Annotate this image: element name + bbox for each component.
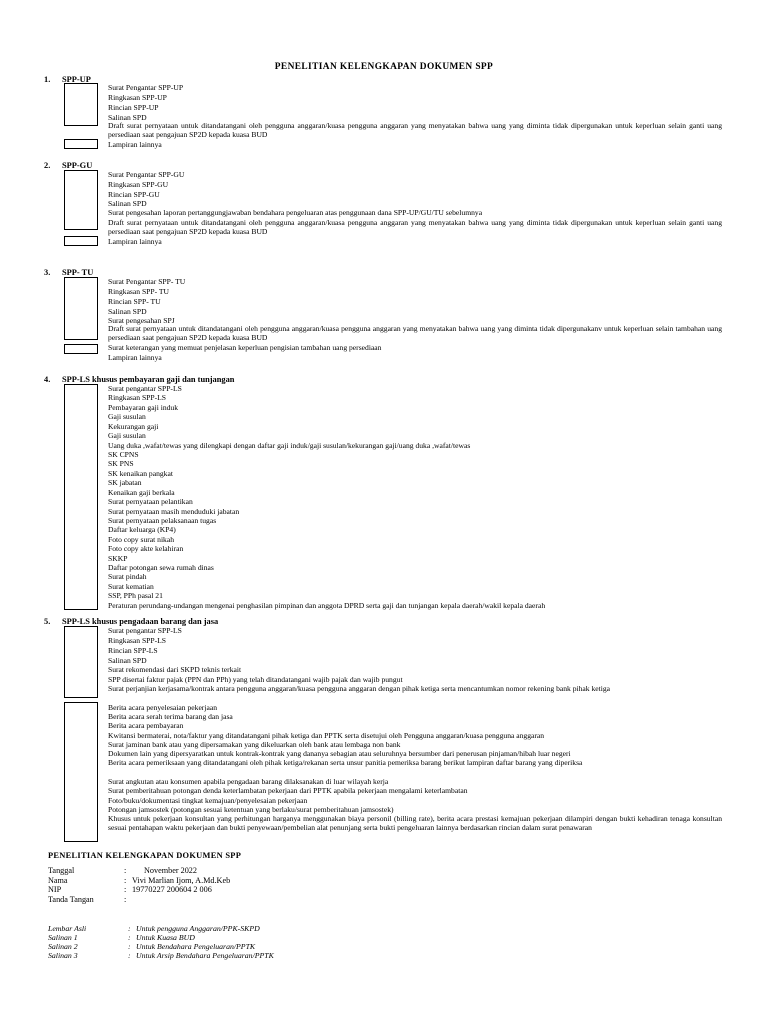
list-item: Rincian SPP-UP (108, 103, 159, 112)
list-item: Berita acara serah terima barang dan jasa (108, 712, 233, 721)
row-value: Untuk pengguna Anggaran/PPK-SKPD (136, 924, 260, 933)
list-item: Berita acara penyelesaian pekerjaan (108, 703, 217, 712)
section-title: SPP-LS khusus pengadaan barang dan jasa (62, 617, 219, 626)
row-label: NIP (48, 885, 62, 894)
list-item: Surat pernyataan pelaksanaan tugas (108, 515, 217, 525)
list-item: SK kenaikan pangkat (108, 468, 173, 478)
section-number: 3. (44, 268, 51, 277)
row-colon: : (128, 924, 131, 933)
footer-title: PENELITIAN KELENGKAPAN DOKUMEN SPP (48, 851, 242, 860)
row-colon: : (128, 951, 131, 960)
list-item: Surat jaminan bank atau yang dipersamakan yang dikeluarkan oleh bank atau lembaga non bank (108, 740, 401, 749)
section-number: 2. (44, 161, 51, 170)
list-item: Surat rekomendasi dari SKPD teknis terkait (108, 665, 242, 674)
list-item: Surat perjanjian kerjasama/kontrak antara pengguna anggaran/kuasa pengguna anggaran dengan pihak ketiga serta mencantumkan nomor rekening bank pihak ketiga (108, 684, 611, 693)
list-item: Surat Pengantar SPP-UP (108, 83, 184, 92)
list-item: Surat Pengantar SPP- TU (108, 277, 186, 286)
row-value: Untuk Kuasa BUD (136, 933, 195, 942)
row-label: Lembar Asli (48, 924, 87, 933)
row-label: Tanda Tangan (48, 895, 94, 904)
list-item: Rincian SPP- TU (108, 297, 161, 306)
list-item: Ringkasan SPP-LS (108, 393, 167, 403)
list-item: Surat angkutan atau konsumen apabila pengadaan barang dilaksanakan di luar wilayah kerja (108, 777, 389, 786)
list-item: Kwitansi bermaterai, nota/faktur yang ditandatangani pihak ketiga dan PPTK serta disetujui oleh Pengguna anggaran/kuasa pengguna anggaran (108, 731, 545, 740)
row-label: Tanggal (48, 866, 75, 875)
list-item: Ringkasan SPP-UP (108, 93, 167, 102)
list-item: Ringkasan SPP-GU (108, 180, 169, 189)
row-value: Vivi Marlian Ijom, A.Md.Keb (132, 876, 231, 885)
list-item: Foto/buku/dokumentasi tingkat kemajuan/penyelesaian pekerjaan (108, 796, 308, 805)
checkbox-single (64, 139, 98, 149)
row-label: Salinan 3 (48, 951, 78, 960)
list-item: Potongan jamsostek (potongan sesuai ketentuan yang berlaku/surat pemberitahuan jamsostek) (108, 805, 394, 814)
row-value: Untuk Bendahara Pengeluaran/PPTK (136, 942, 256, 951)
section-number: 5. (44, 617, 51, 626)
list-item: Daftar keluarga (KP4) (108, 525, 176, 535)
list-item: Surat pengesahan laporan pertanggungjawaban bendahara pengeluaran atas penggunaan dana SPP-UP/GU/TU sebelumnya (108, 208, 483, 217)
row-value: November 2022 (144, 866, 197, 875)
row-value: 19770227 200604 2 006 (132, 885, 212, 894)
list-item: Surat kematian (108, 581, 154, 591)
list-item: Ringkasan SPP-LS (108, 636, 167, 645)
list-item: Salinan SPD (108, 113, 147, 122)
list-item: Rincian SPP-GU (108, 190, 160, 199)
list-item: Salinan SPD (108, 307, 147, 316)
list-item: Salinan SPD (108, 199, 147, 208)
list-item: Surat pengesahan SPJ (108, 316, 175, 325)
checkbox-column (64, 83, 98, 126)
row-value: Untuk Arsip Bendahara Pengeluaran/PPTK (136, 951, 274, 960)
checkbox-column (64, 277, 98, 340)
checkbox-single (64, 236, 98, 246)
list-item: Lampiran lainnya (108, 237, 162, 246)
page-title: PENELITIAN KELENGKAPAN DOKUMEN SPP (274, 62, 494, 72)
row-colon: : (128, 933, 131, 942)
list-item: Surat pernyataan pelantikan (108, 497, 193, 506)
section-title: SPP-UP (62, 75, 91, 84)
checkbox-column (64, 702, 98, 842)
list-item: Kenaikan gaji berkala (108, 487, 175, 497)
list-item: Pembayaran gaji induk (108, 402, 179, 412)
row-label: Nama (48, 876, 68, 885)
section-number: 4. (44, 375, 51, 384)
section-number: 1. (44, 75, 51, 84)
section-heading-spp-gu (44, 161, 92, 170)
list-item: SK CPNS (108, 449, 139, 459)
list-item: Daftar potongan sewa rumah dinas (108, 563, 214, 572)
list-item: Surat keterangan yang memuat penjelasan keperluan pengisian tambahan uang persediaan (108, 343, 382, 352)
row-label: Salinan 2 (48, 942, 78, 951)
list-item: SK PNS (108, 459, 134, 469)
list-item: Ringkasan SPP- TU (108, 287, 170, 296)
row-colon: : (124, 885, 127, 894)
section-title: SPP-GU (62, 161, 93, 170)
section-title: SPP-LS khusus pembayaran gaji dan tunjangan (62, 375, 235, 384)
row-colon: : (124, 895, 127, 904)
list-item: Rincian SPP-LS (108, 646, 158, 655)
list-item: Draft surat pernyataan untuk ditandatangani oleh pengguna anggaran/kuasa pengguna anggaran yang menyatakan bahwa uang yang diminta tidak dipergunakanv untuk keperluan selain tambahan uang persediaan saat pengajuan SP2D kepada kuasa BUD (108, 324, 722, 343)
section-heading-spp-tu (44, 268, 93, 277)
list-item: Lampiran lainnya (108, 353, 162, 362)
list-item: Salinan SPD (108, 656, 147, 665)
row-colon: : (124, 876, 127, 885)
section-heading-spp-ls-barang-jasa (44, 617, 218, 626)
list-item: Uang duka ,wafat/tewas yang dilengkapi dengan daftar gaji induk/gaji susulan/kekurangan gaji/uang duka ,wafat/tewas (108, 440, 471, 450)
list-item: Draft surat pernyataan untuk ditandatangani oleh pengguna anggaran/kuasa pengguna anggaran yang menyatakan bahwa uang yang diminta tidak dipergunakan untuk keperluan selain ganti uang persediaan saat pengajuan SP2D kepada kuasa BUD (108, 121, 722, 140)
section-heading-spp-ls-gaji (44, 375, 234, 384)
list-item: Draft surat pernyataan untuk ditandatangani oleh pengguna anggaran/kuasa pengguna anggaran yang menyatakan bahwa uang yang diminta tidak dipergunakan untuk keperluan selain ganti uang persediaan saat pengajuan SP2D kepada kuasa BUD (108, 218, 722, 237)
list-item: Khusus untuk pekerjaan konsultan yang perhitungan harganya menggunakan biaya personil (billing rate), berita acara prestasi kemajuan pekerjaan dilampiri dengan bukti kehadiran tenaga konsultan sesuai pentahapan waktu pekerjaan dan bukti penyewaan/pembelian alat penunjang serta bukti pengeluaran lainnya berdasarkan rincian dalam surat penawaran (108, 814, 722, 833)
checkbox-column (64, 384, 98, 610)
list-item: Berita acara pembayaran (108, 721, 184, 730)
checkbox-single (64, 344, 98, 354)
list-item: Lampiran lainnya (108, 140, 162, 149)
list-item: SPP disertai faktur pajak (PPN dan PPh) yang telah ditandatangani wajib pajak dan wajib pungut (108, 675, 403, 684)
row-colon: : (124, 866, 127, 875)
checkbox-column (64, 170, 98, 230)
list-item: Surat pernyataan masih menduduki jabatan (108, 506, 240, 516)
list-item: SSP, PPh pasal 21 (108, 591, 163, 601)
list-item: Berita acara pemeriksaan yang ditandatangani oleh pihak ketiga/rekanan serta unsur panitia pemeriksa barang berikut lampiran daftar barang yang diperiksa (108, 758, 583, 767)
list-item: Dokumen lain yang dipersyaratkan untuk kontrak-kontrak yang dananya sebagian atau seluruhnya bersumber dari penerusan pinjaman/hibah luar negeri (108, 749, 571, 758)
list-item: Kekurangan gaji (108, 421, 159, 431)
list-item: Surat pemberitahuan potongan denda keterlambatan pekerjaan dari PPTK apabila pekerjaan mengalami keterlambatan (108, 786, 468, 795)
list-item: Foto copy akte kelahiran (108, 544, 184, 554)
section-title: SPP- TU (62, 268, 94, 277)
list-item: SKKP (108, 553, 128, 563)
row-label: Salinan 1 (48, 933, 78, 942)
list-item: Gaji susulan (108, 412, 146, 422)
list-item: Surat pengantar SPP-LS (108, 384, 182, 393)
list-item: Peraturan perundang-undangan mengenai penghasilan pimpinan dan anggota DPRD serta gaji dan tunjangan kepala daerah/wakil kepala daerah (108, 600, 546, 610)
row-colon: : (128, 942, 131, 951)
list-item: Surat Pengantar SPP-GU (108, 170, 185, 179)
checkbox-column (64, 626, 98, 698)
list-item: Surat pengantar SPP-LS (108, 626, 182, 635)
list-item: Gaji susulan (108, 431, 146, 441)
list-item: SK jabatan (108, 478, 142, 488)
list-item: Foto copy surat nikah (108, 534, 175, 544)
list-item: Surat pindah (108, 572, 147, 582)
